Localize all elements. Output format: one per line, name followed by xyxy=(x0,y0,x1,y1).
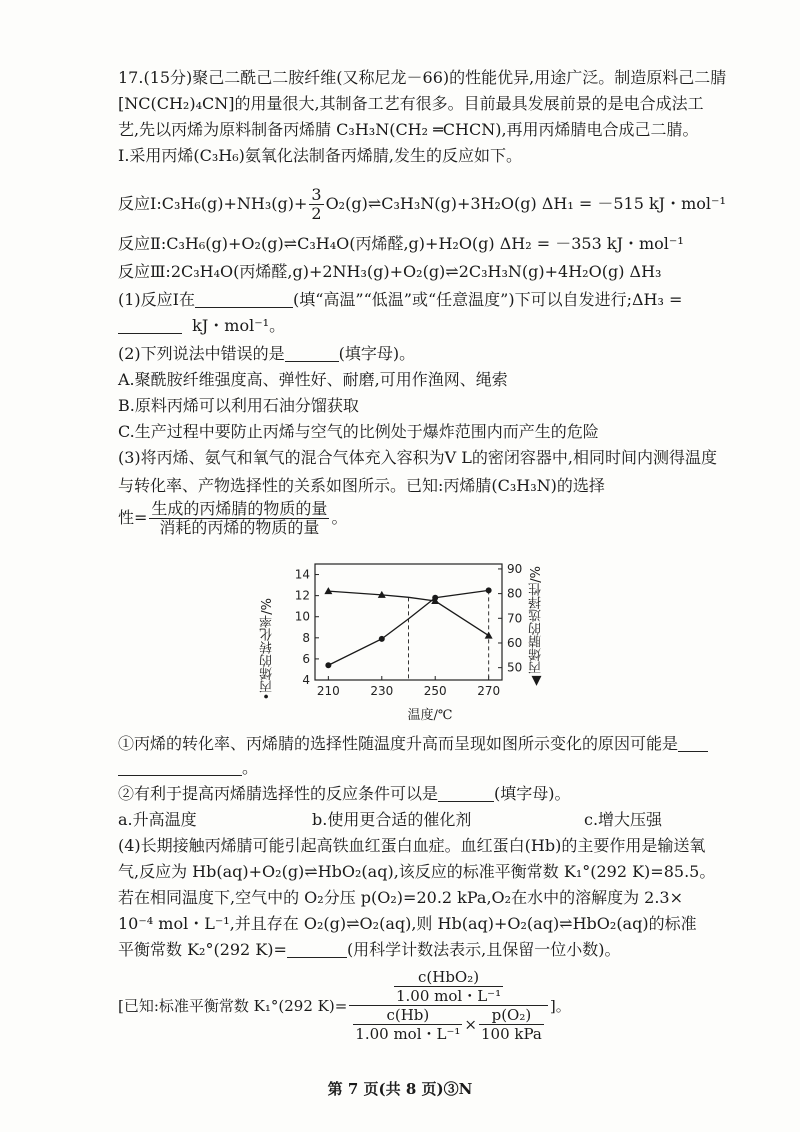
selectivity-label: 性= xyxy=(118,508,148,527)
q3-1-period: 。 xyxy=(242,758,259,777)
known-b2-den: 100 kPa xyxy=(480,1025,542,1043)
q3-2-answer-blank[interactable] xyxy=(438,785,494,802)
known-b2-fraction xyxy=(479,1006,544,1043)
right-axis-tick-label: 60 xyxy=(507,635,523,650)
q3-2-text: ②有利于提高丙烯腈选择性的反应条件可以是 xyxy=(118,784,439,803)
q3-1-text: ①丙烯的转化率、丙烯腈的选择性随温度升高而呈现如图所示变化的原因可能是 xyxy=(118,734,679,753)
q17-intro-line1: 17.(15分)聚己二酰己二胺纤维(又称尼龙－66)的性能优异,用途广泛。制造原料己二腈 xyxy=(118,68,727,87)
fraction-numerator: 3 xyxy=(311,185,322,204)
question-4-line1: (4)长期接触丙烯腈可能引起高铁血红蛋白血症。血红蛋白(Hb)的主要作用是输送氧 xyxy=(118,836,706,855)
selectivity-period: 。 xyxy=(331,508,348,527)
option-b: b.使用更合适的催化剂 xyxy=(312,810,472,829)
question-1-cont xyxy=(118,316,285,336)
known-top-den: 1.00 mol・L⁻¹ xyxy=(396,987,502,1005)
left-axis-tick-label: 6 xyxy=(302,651,310,666)
left-axis-tick-label: 10 xyxy=(294,609,310,624)
q1-answer-blank-1[interactable] xyxy=(195,291,293,308)
left-axis-tick-label: 12 xyxy=(294,588,310,603)
question-4-line3: 若在相同温度下,空气中的 O₂分压 p(O₂)=20.2 kPa,O₂在水中的溶解度为 2.3× xyxy=(118,888,684,907)
conversion-rate-point xyxy=(325,662,331,668)
q2-text-b: (填字母)。 xyxy=(338,344,416,363)
option-B: B.原料丙烯可以利用石油分馏获取 xyxy=(118,396,359,415)
right-axis-tick-label: 90 xyxy=(507,561,523,576)
q1-text-a: (1)反应Ⅰ在 xyxy=(118,290,195,309)
x-axis-tick-label: 270 xyxy=(477,684,501,698)
left-axis-tick-label: 4 xyxy=(302,673,310,687)
q1-text-c: kJ・mol⁻¹。 xyxy=(192,316,286,335)
option-c: c.增大压强 xyxy=(584,810,663,829)
selectivity-point xyxy=(485,632,493,639)
q3-2-text-b: (填字母)。 xyxy=(494,784,571,803)
x-axis-tick-label: 230 xyxy=(370,684,394,698)
question-1 xyxy=(118,290,682,310)
temperature-chart xyxy=(282,552,552,722)
reaction-2: 反应Ⅱ:C₃H₆(g)+O₂(g)⇌C₃H₄O(丙烯醛,g)+H₂O(g) ΔH₂ = －353 kJ・mol⁻¹ xyxy=(118,234,684,253)
known-label: [已知:标准平衡常数 K₁°(292 K)= xyxy=(118,996,348,1015)
part1-heading: Ⅰ.采用丙烯(C₃H₆)氨氧化法制备丙烯腈,发生的反应如下。 xyxy=(118,146,523,165)
question-3-1-cont xyxy=(118,758,258,778)
q3-2-options xyxy=(118,810,678,830)
reaction-1-fraction xyxy=(309,186,323,223)
question-4-line5 xyxy=(118,940,621,960)
selectivity-numerator: 生成的丙烯腈的物质的量 xyxy=(151,499,328,518)
q1-text-b: (填“高温”“低温”或“任意温度”)下可以自发进行;ΔH₃ = xyxy=(293,290,683,309)
q4-text-b: (用科学计数法表示,且保留一位小数)。 xyxy=(346,940,621,959)
q17-intro-line2: [NC(CH₂)₄CN]的用量很大,其制备工艺有很多。目前最具发展前景的是电合成法工 xyxy=(118,94,704,113)
known-b1-num: c(Hb) xyxy=(353,1006,462,1025)
page-footer: 第 7 页(共 8 页)③N xyxy=(327,1080,473,1098)
question-4-line2: 气,反应为 Hb(aq)+O₂(g)⇌HbO₂(aq),该反应的标准平衡常数 K₁°(292 K)=85.5。 xyxy=(118,862,716,881)
question-3-line2: 与转化率、产物选择性的关系如图所示。已知:丙烯腈(C₃H₃N)的选择 xyxy=(118,476,605,495)
chart-xlabel: 温度/℃ xyxy=(407,708,453,723)
conversion-rate-point xyxy=(379,636,385,642)
q3-1-answer-blank[interactable] xyxy=(118,759,242,776)
selectivity-definition xyxy=(118,500,347,537)
known-formula xyxy=(118,968,571,1043)
q3-1-answer-blank-start[interactable] xyxy=(678,735,708,752)
known-big-fraction xyxy=(349,968,548,1043)
known-top-num: c(HbO₂) xyxy=(394,968,503,987)
known-big-numerator xyxy=(349,968,548,1006)
known-b2-num: p(O₂) xyxy=(479,1006,544,1025)
known-top-fraction xyxy=(394,968,503,1005)
selectivity-fraction xyxy=(149,500,329,537)
selectivity-point xyxy=(324,587,332,594)
q4-text: 平衡常数 K₂°(292 K)= xyxy=(118,940,287,959)
chart-ylabel-right: ▲丙烯腈的选择性/% xyxy=(529,566,544,689)
q2-text: (2)下列说法中错误的是 xyxy=(118,344,285,363)
reaction-1-right: O₂(g)⇌C₃H₃N(g)+3H₂O(g) ΔH₁ = －515 kJ・mol⁻¹ xyxy=(325,194,726,213)
option-A: A.聚酰胺纤维强度高、弹性好、耐磨,可用作渔网、绳索 xyxy=(118,370,508,389)
q1-answer-blank-2[interactable] xyxy=(118,317,182,334)
q4-answer-blank[interactable] xyxy=(287,941,347,958)
right-axis-tick-label: 80 xyxy=(507,586,523,601)
conversion-rate-point xyxy=(486,587,492,593)
known-times: × xyxy=(464,1015,477,1034)
right-axis-tick-label: 50 xyxy=(507,660,523,675)
chart-ylabel-left: •丙烯的转化率/% xyxy=(260,598,275,701)
known-big-denominator xyxy=(349,1006,548,1043)
q2-answer-blank[interactable] xyxy=(285,345,339,362)
selectivity-denominator: 消耗的丙烯的物质的量 xyxy=(159,518,320,537)
right-axis-tick-label: 70 xyxy=(507,611,523,626)
reaction-1-left: 反应Ⅰ:C₃H₆(g)+NH₃(g)+ xyxy=(118,194,308,213)
question-2 xyxy=(118,344,415,364)
question-3-line1: (3)将丙烯、氨气和氧气的混合气体充入容积为V L的密闭容器中,相同时间内测得温度 xyxy=(118,448,718,467)
option-a: a.升高温度 xyxy=(118,810,197,829)
left-axis-tick-label: 8 xyxy=(302,630,310,645)
fraction-denominator: 2 xyxy=(311,204,322,223)
question-3-1 xyxy=(118,734,708,754)
known-close: ]。 xyxy=(549,996,571,1015)
known-b1-fraction xyxy=(353,1006,462,1043)
x-axis-tick-label: 210 xyxy=(316,684,340,698)
question-4-line4: 10⁻⁴ mol・L⁻¹,并且存在 O₂(g)⇌O₂(aq),则 Hb(aq)+O₂(aq)⇌HbO₂(aq)的标准 xyxy=(118,914,697,933)
reaction-3: 反应Ⅲ:2C₃H₄O(丙烯醛,g)+2NH₃(g)+O₂(g)⇌2C₃H₃N(g)+4H₂O(g) ΔH₃ xyxy=(118,262,662,281)
reaction-1 xyxy=(118,186,726,223)
known-b1-den: 1.00 mol・L⁻¹ xyxy=(355,1025,461,1043)
q17-intro-line3: 艺,先以丙烯为原料制备丙烯腈 C₃H₃N(CH₂ ═CHCN),再用丙烯腈电合成己二腈。 xyxy=(118,120,699,139)
x-axis-tick-label: 250 xyxy=(423,684,447,698)
left-axis-tick-label: 14 xyxy=(294,567,310,582)
question-3-2 xyxy=(118,784,571,804)
option-C: C.生产过程中要防止丙烯与空气的比例处于爆炸范围内而产生的危险 xyxy=(118,422,599,441)
